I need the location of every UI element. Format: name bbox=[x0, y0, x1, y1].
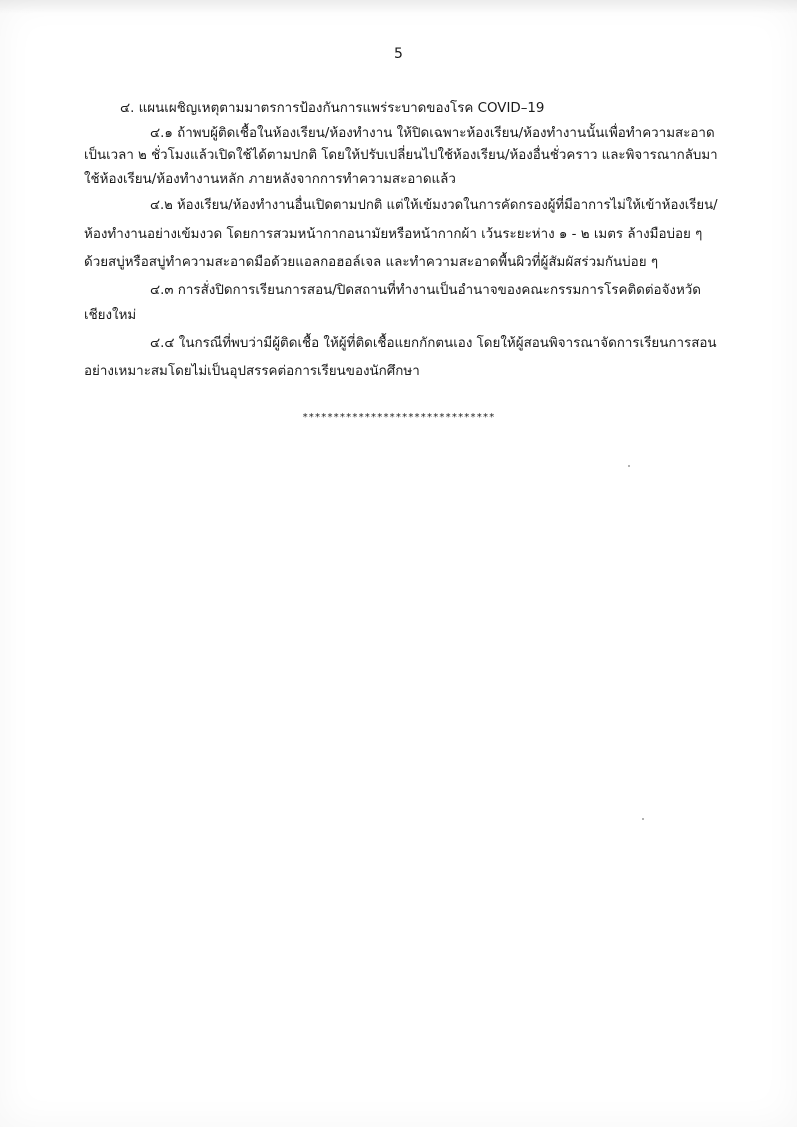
paragraph-4-1-line-3: ใช้ห้องเรียน/ห้องทำงานหลัก ภายหลังจากการทำความสะอาดแล้ว bbox=[84, 172, 456, 187]
paragraph-4-3-line-2: เชียงใหม่ bbox=[84, 308, 137, 323]
section-heading: ๔. แผนเผชิญเหตุตามมาตรการป้องกันการแพร่ระบาดของโรค COVID–19 bbox=[120, 101, 545, 116]
paragraph-4-1-line-1: ๔.๑ ถ้าพบผู้ติดเชื้อในห้องเรียน/ห้องทำงาน ให้ปิดเฉพาะห้องเรียน/ห้องทำงานนั้นเพื่อทำความสะอาด bbox=[150, 126, 715, 141]
paragraph-4-2-line-1: ๔.๒ ห้องเรียน/ห้องทำงานอื่นเปิดตามปกติ แต่ให้เข้มงวดในการคัดกรองผู้ที่มีอาการไม่ให้เข้าห้องเรียน/ bbox=[150, 198, 718, 213]
scan-edge-shadow bbox=[0, 0, 797, 14]
paragraph-4-1-line-2: เป็นเวลา ๒ ชั่วโมงแล้วเปิดใช้ได้ตามปกติ โดยให้ปรับเปลี่ยนไปใช้ห้องเรียน/ห้องอื่นชั่วคราว และพิจารณากลับมา bbox=[84, 148, 718, 163]
paragraph-4-2-line-2: ห้องทำงานอย่างเข้มงวด โดยการสวมหน้ากากอนามัยหรือหน้ากากผ้า เว้นระยะห่าง ๑ - ๒ เมตร ล้างมือบ่อย ๆ bbox=[84, 227, 703, 242]
scan-speck bbox=[628, 465, 630, 467]
end-separator: ******************************* bbox=[302, 412, 495, 423]
paragraph-4-4-line-1: ๔.๔ ในกรณีที่พบว่ามีผู้ติดเชื้อ ให้ผู้ที่ติดเชื้อแยกกักตนเอง โดยให้ผู้สอนพิจารณาจัดการเรียนการสอน bbox=[150, 336, 717, 351]
paragraph-4-2-line-3: ด้วยสบู่หรือสบู่ทำความสะอาดมือด้วยแอลกอฮอล์เจล และทำความสะอาดพื้นผิวที่ผู้สัมผัสร่วมกันบ่อย ๆ bbox=[84, 255, 659, 270]
paragraph-4-4-line-2: อย่างเหมาะสมโดยไม่เป็นอุปสรรคต่อการเรียนของนักศึกษา bbox=[84, 364, 420, 379]
page-number: 5 bbox=[394, 46, 403, 62]
paragraph-4-3-line-1: ๔.๓ การสั่งปิดการเรียนการสอน/ปิดสถานที่ทำงานเป็นอำนาจของคณะกรรมการโรคติดต่อจังหวัด bbox=[150, 283, 702, 298]
scan-speck bbox=[642, 818, 644, 820]
